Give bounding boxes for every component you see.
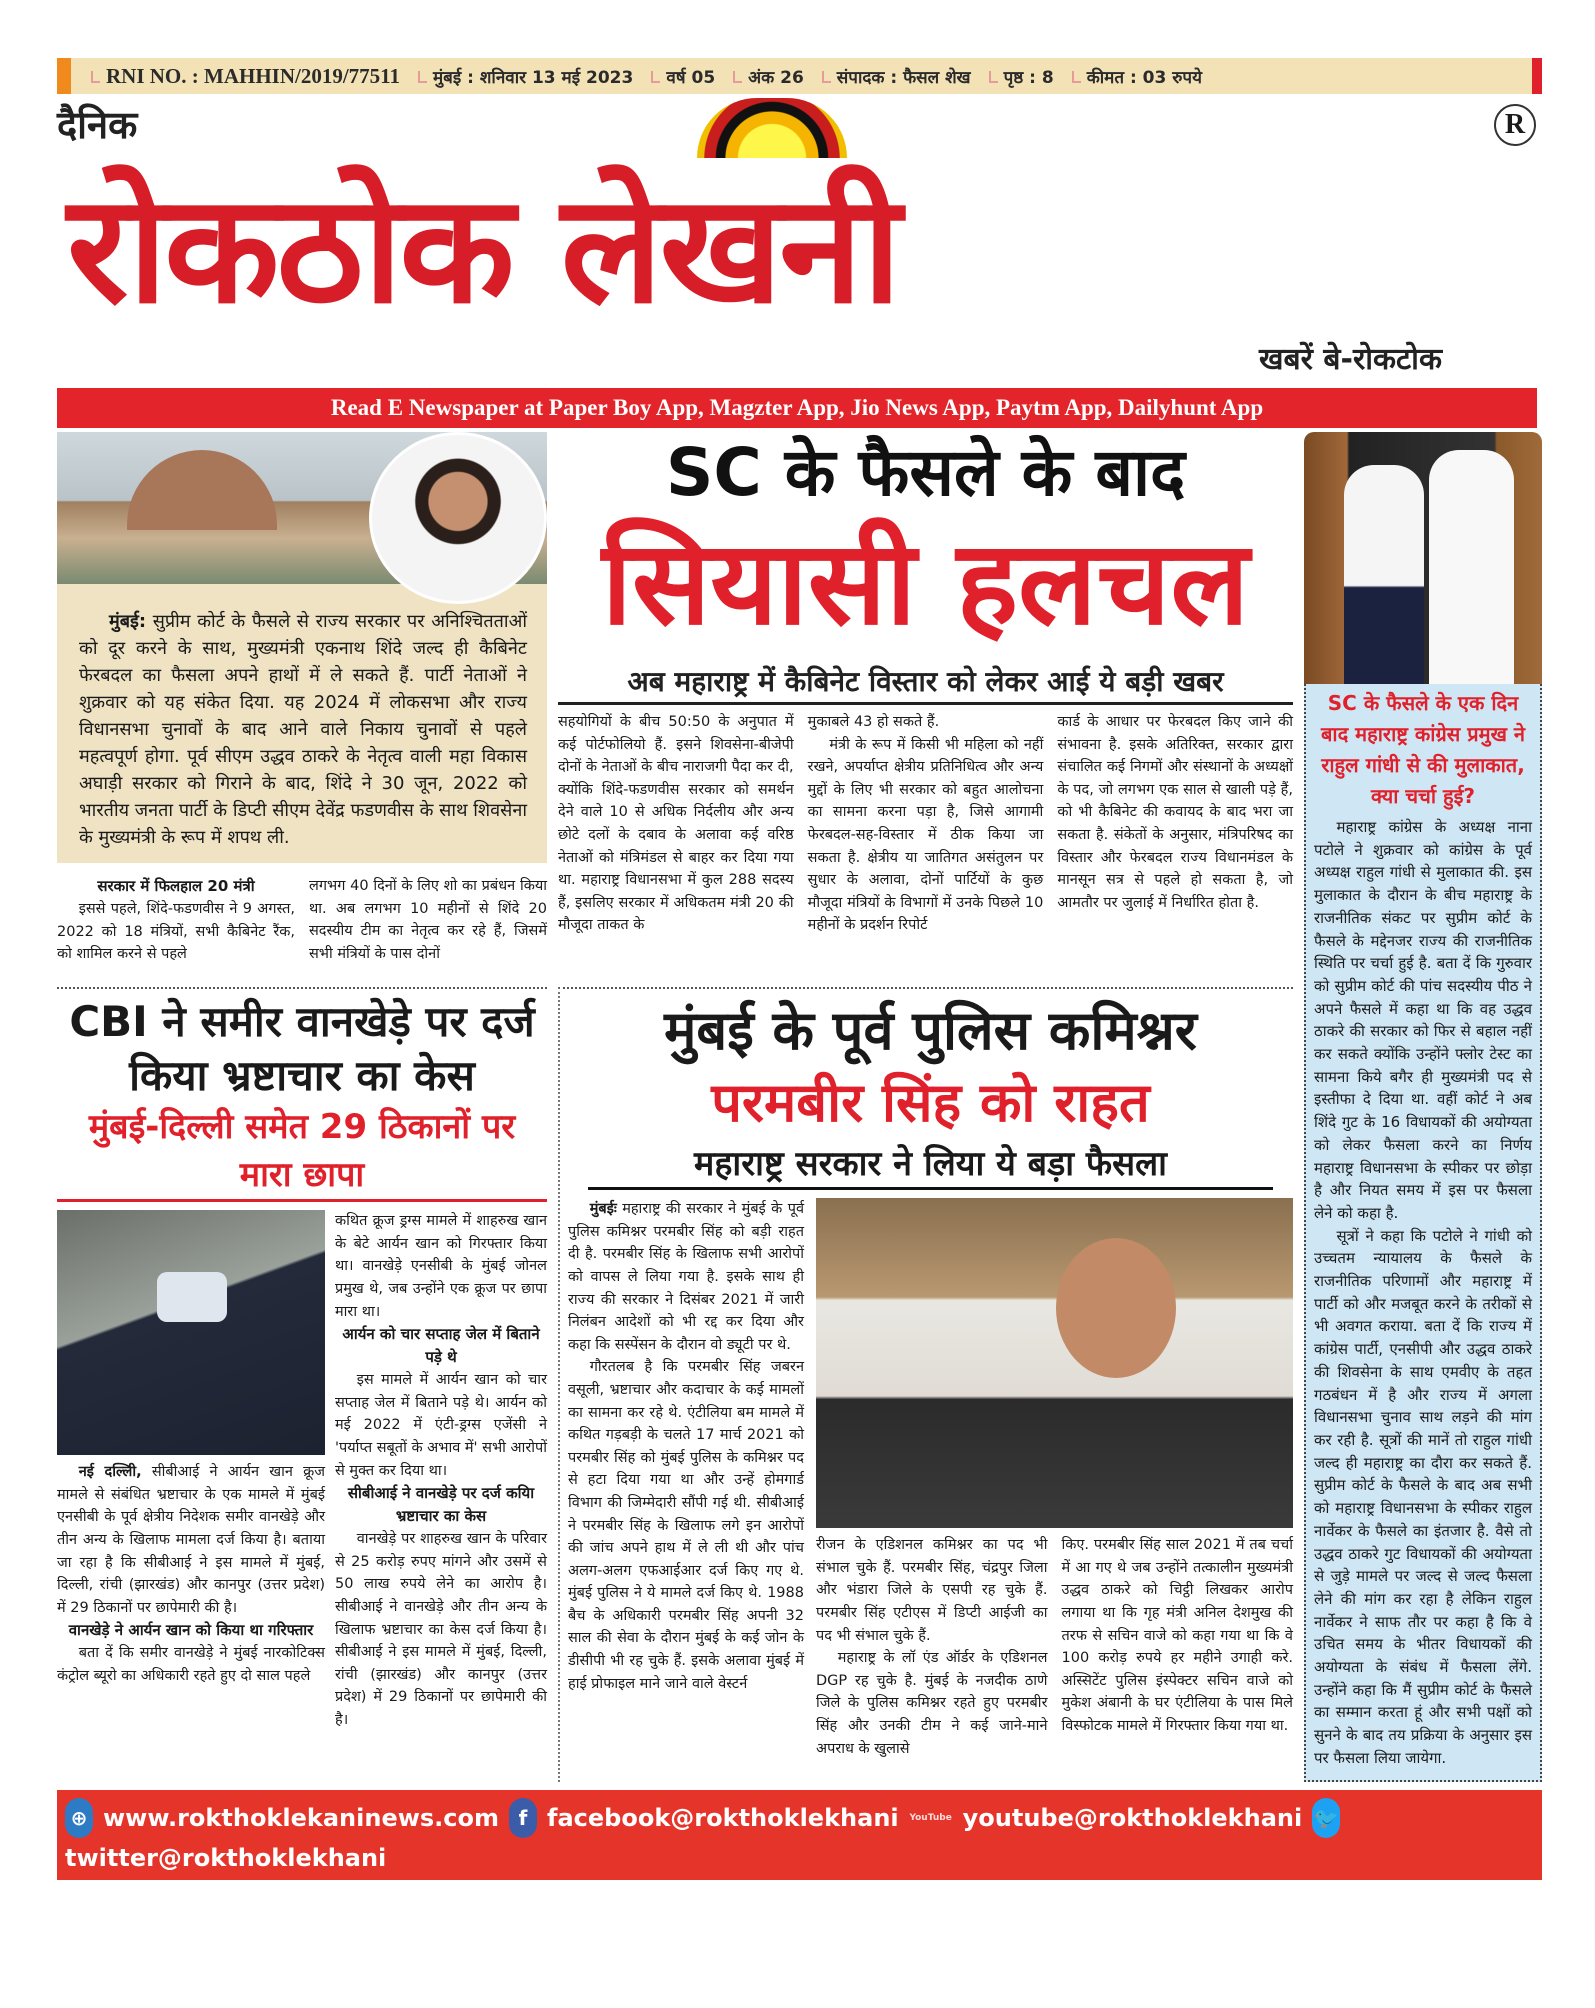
top-story-main: [558, 432, 1293, 987]
top-story-column-3: [558, 711, 794, 937]
twitter-icon: 🐦: [1312, 1798, 1340, 1838]
cbi-story: [57, 987, 547, 1781]
top-story-column-1: [57, 875, 295, 966]
paragraph: महाराष्ट्र की सरकार ने मुंबई के पूर्व पुलिस कमिश्नर परमबीर सिंह को बड़ी राहत दी है. परमबीर सिंह के खिलाफ सभी आरोपों को वापस ले लिया गया है. इसके साथ ही राज्य की सरकार ने दिसंबर 2021 में जारी निलंबन आदेशों को भी रद्द कर दिया और कहा कि सस्पेंसन के दौरान वो ड्यूटी पर थे.: [568, 1201, 805, 1353]
paragraph: लगभग 40 दिनों के लिए शो का प्रबंधन किया था. अब लगभग 10 महीनों से शिंदे 20 सदस्यीय टीम का नेतृत्व कर रहे हैं, जिसमें सभी मंत्रियों के पास दोनों: [309, 878, 547, 962]
section-heading: आर्यन को चार सप्ताह जेल में बिताने पड़े थे: [342, 1325, 540, 1367]
parambir-story-body: [568, 1198, 1293, 1760]
photo-frame: [816, 1198, 1293, 1528]
dateline: [418, 65, 633, 88]
parambir-story-lower-columns: [816, 1534, 1293, 1760]
top-story-headline: SC के फैसले के बाद: [665, 434, 1186, 511]
issue: [733, 65, 804, 88]
face-shape: [1056, 1238, 1176, 1378]
parambir-story-column-3: [1062, 1534, 1294, 1760]
section-heading: सरकार में फिलहाल 20 मंत्री: [97, 877, 255, 895]
cbi-story-headline: CBI ने समीर वानखेड़े पर दर्ज किया भ्रष्टाचार का केस: [69, 997, 535, 1101]
paragraph: महाराष्ट्र कांग्रेस के अध्यक्ष नाना पटोले ने शुक्रवार को कांग्रेस के पूर्व अध्यक्ष राहुल गांधी से मुलाकात की. इस मुलाकात के दौरान के बीच महाराष्ट्र के राजनीतिक संकट पर सुप्रीम कोर्ट के फैसले के मद्देनजर राज्य की राजनीतिक स्थिति पर चर्चा हुई है. बता दें कि गुरुवार को सुप्रीम कोर्ट की पांच सदस्यीय पीठ ने अपने फैसले में कहा था कि वह उद्धव ठाकरे की सरकार को फिर से बहाल नहीं कर सकते क्योंकि उन्होंने फ्लोर टेस्ट का सामना किये बगैर ही मुख्यमंत्री पद से इस्तीफा दे दिया था. वहीं कोर्ट ने अब शिंदे गुट के 16 विधायकों की अयोग्यता को लेकर फैसला करने का निर्णय महाराष्ट्र विधानसभा के स्पीकर पर छोड़ा है और नियत समय में इस पर फैसला लेने को कहा है.: [1314, 818, 1532, 1222]
year: [651, 65, 715, 88]
cbi-story-subheadline: मुंबई-दिल्ली समेत 29 ठिकानों पर मारा छापा: [57, 1103, 547, 1202]
sidebar-story: [1304, 684, 1542, 1782]
e-newspaper-banner: Read E Newspaper at Paper Boy App, Magzter App, Jio News App, Paytm App, Dailyhunt App: [57, 388, 1537, 428]
rni-text: RNI NO. : MAHHIN/2019/77511: [106, 63, 400, 88]
paragraph: कथित क्रूज ड्रग्स मामले में शाहरुख खान के बेटे आर्यन खान को गिरफ्तार किया था। वानखेड़े एनसीबी के मुंबई जोनल प्रमुख थे, जब उन्होंने एक क्रूज पर छापा मारा था।: [335, 1213, 547, 1320]
photo-frame: [57, 1210, 325, 1455]
lede-text: सुप्रीम कोर्ट के फैसले से राज्य सरकार पर अनिश्चितताओं को दूर करने के साथ, मुख्यमंत्री एकनाथ शिंदे जल्द ही कैबिनेट फेरबदल का फैसला अपने हाथों में ले सकते हैं. पार्टी नेताओं ने शुक्रवार को यह संकेत दिया. यह 2024 में लोकसभा और राज्य विधानसभा चुनावों के बाद आने वाले निकाय चुनावों से पहले महत्वपूर्ण होगा. पूर्व सीएम उद्धव ठाकरे के नेतृत्व वाली महा विकास अघाड़ी सरकार को गिराने के बाद, शिंदे ने 30 जून, 2022 को भारतीय जनता पार्टी के डिप्टी सीएम देवेंद्र फडणवीस के साथ शिवसेना के मुख्यमंत्री के रूप में शपथ ली.: [79, 611, 527, 848]
parambir-story-subheadline: महाराष्ट्र सरकार ने लिया ये बड़ा फैसला: [588, 1141, 1273, 1190]
dateline-place: मुंबईः: [589, 1201, 617, 1218]
top-story-lede: [57, 584, 547, 863]
top-story-headline-red: सियासी हलचल: [601, 516, 1250, 651]
top-story-column-2: [309, 875, 547, 966]
masthead: [57, 94, 1542, 384]
top-story-left-columns: [57, 875, 547, 966]
person-shape: [1344, 465, 1424, 684]
price-text: कीमत : 03 रुपये: [1086, 67, 1202, 88]
cbi-story-column-1: [57, 1210, 325, 1731]
parambir-story: [558, 987, 1293, 1781]
editor: [822, 65, 971, 88]
sameer-wankhede-photo: [57, 1210, 325, 1455]
masthead-info-strip: [57, 58, 1542, 94]
newspaper-page: [57, 58, 1542, 1880]
paragraph: वानखेड़े पर शाहरुख खान के परिवार से 25 करोड़ रुपए मांगने और उसमें से 50 लाख रुपये लेने का आरोप है। सीबीआई ने वानखेड़े और तीन अन्य के खिलाफ भ्रष्टाचार का केस दर्ज किया है। सीबीआई ने इस मामले में मुंबई, दिल्ली, रांची (झारखंड) और कानपुर (उत्तर प्रदेश) में 29 ठिकानों पर छापेमारी की है।: [335, 1531, 547, 1728]
sunrise-logo-icon: [697, 98, 847, 158]
newspaper-title: रोकठोक लेखनी: [67, 163, 899, 337]
paragraph: गौरतलब है कि परमबीर सिंह जबरन वसूली, भ्रष्टाचार और कदाचार के कई मामलों का सामना कर रहे थे. एंटीलिया बम मामले में कथित गड़बड़ी के चलते 17 मार्च 2021 को परमबीर सिंह को मुंबई पुलिस के कमिश्नर पद से हटा दिया गया था और उन्हें होमगार्ड विभाग की जिम्मेदारी सौंपी गई थी. सीबीआई ने परमबीर सिंह के खिलाफ लगे इन आरोपों की जांच अपने हाथ में ले ली थी और पांच अलग-अलग एफआईआर दर्ज किए गए थे. मुंबई पुलिस ने ये मामले दर्ज किए थे. 1988 बैच के अधिकारी परमबीर सिंह अपनी 32 साल की सेवा के दौरान मुंबई के कई जोन के डीसीपी भी रह चुके हैं. इसके अलावा मुंबई में हाई प्रोफाइल माने जाने वाले वेस्टर्न: [568, 1359, 804, 1692]
sidebar-story-body: [1314, 816, 1532, 1770]
top-story-column-4: [808, 711, 1044, 937]
top-story-main-columns: [558, 711, 1293, 937]
cbi-story-body: [57, 1210, 547, 1731]
parambir-story-column-2: [816, 1534, 1048, 1760]
parambir-singh-photo: [816, 1198, 1293, 1528]
rni-number: [91, 64, 400, 89]
paragraph: सीबीआई ने आर्यन खान क्रूज मामले से संबंधित भ्रष्टाचार के एक मामले में मुंबई एनसीबी के पूर्व क्षेत्रीय निदेशक समीर वानखेड़े और तीन अन्य के खिलाफ मामला दर्ज किया है। बताया जा रहा है कि सीबीआई ने इस मामले में मुंबई, दिल्ली, रांची (झारखंड) और कानपुर (उत्तर प्रदेश) में 29 ठिकानों पर छापेमारी की है।: [57, 1464, 325, 1616]
paragraph: मंत्री के रूप में किसी भी महिला को नहीं रखने, अपर्याप्त क्षेत्रीय प्रतिनिधित्व और अन्य मुद्दों के लिए भी सरकार को बहुत आलोचना का सामना करना पड़ा है, जिसे आगामी फेरबदल-सह-विस्तार में ठीक किया जा सकता है. क्षेत्रीय या जातिगत असंतुलन पर सुधार के अलावा, दोनों पार्टियों के कुछ मौजूदा मंत्रियों के विभागों में उनके पिछले 10 महीनों के प्रदर्शन रिपोर्ट: [807, 736, 1044, 934]
top-story-left: [57, 432, 547, 987]
paragraph: मुकाबले 43 हो सकते हैं.: [807, 714, 940, 730]
sidebar-story-headline: SC के फैसले के एक दिन बाद महाराष्ट्र कांग्रेस प्रमुख ने राहुल गांधी से की मुलाकात, क्या चर्चा हुई?: [1320, 691, 1525, 808]
facebook-link[interactable]: facebook@rokthoklekhani: [547, 1803, 899, 1832]
person-shape: [1429, 450, 1514, 684]
dainik-label: दैनिक: [57, 103, 138, 147]
dateline-text: मुंबई : शनिवार 13 मई 2023: [433, 67, 634, 88]
youtube-icon: YouTube: [909, 1812, 952, 1823]
paragraph: बता दें कि समीर वानखेड़े ने मुंबई नारकोटिक्स कंट्रोल ब्यूरो का अधिकारी रहते हुए दो साल पहले: [57, 1645, 325, 1684]
face-mask-shape: [157, 1272, 227, 1322]
editor-text: संपादक : फैसल शेख: [836, 67, 971, 88]
parambir-story-right: [816, 1198, 1293, 1760]
lede-place: मुंबई:: [109, 611, 147, 632]
section-heading: वानखेड़े ने आर्यन खान को किया था गरिफ्तार: [68, 1621, 314, 1640]
paragraph: महाराष्ट्र के लॉ एंड ऑर्डर के एडिशनल DGP रह चुके है. मुंबई के नजदीक ठाणे जिले के पुलिस कमिश्नर रहते हुए परमबीर सिंह और उनकी टीम ने कई जाने-माने अपराध के खुलासे: [816, 1650, 1048, 1757]
website-link[interactable]: www.rokthoklekaninews.com: [103, 1803, 500, 1832]
top-story-photos: [57, 432, 547, 584]
paragraph: कार्ड के आधार पर फेरबदल किए जाने की संभावना है. इसके अतिरिक्त, सरकार द्वारा संचालित कई निगमों और संस्थानों के अध्यक्षों के पद, जो लगभग एक साल से खाली पड़े हैं, को भी कैबिनेट की कवायद के बाद भरा जा सकता है. संकेतों के अनुसार, मंत्रिपरिषद का विस्तार और फेरबदल राज्य विधानमंडल के मानसून सत्र से पहले हो सकता है, जो आमतौर पर जुलाई में निर्धारित होता है.: [1057, 714, 1293, 911]
parambir-story-headline-red: परमबीर सिंह को राहत: [711, 1071, 1150, 1135]
paragraph: सूत्रों ने कहा कि पटोले ने गांधी को उच्चतम न्यायालय के फैसले के राजनीतिक परिणामों और महाराष्ट्र में पार्टी को और मजबूत करने के तरीकों से भी अवगत कराया. बता दें कि राज्य में कांग्रेस पार्टी, एनसीपी और उद्धव ठाकरे की शिवसेना के साथ एमवीए के तहत गठबंधन में है और राज्य में अगला विधानसभा चुनाव साथ लड़ने की मांग कर रही है. सूत्रों की मानें तो राहुल गांधी जल्द ही महाराष्ट्र का दौरा कर सकते हैं. सुप्रीम कोर्ट के फैसले के बाद अब सभी को महाराष्ट्र विधानसभा के स्पीकर राहुल नार्वेकर के फैसले का इंतजार है. वैसे तो उद्धव ठाकरे गुट विधायकों की अयोग्यता से जुड़े मामले पर जल्द से जल्द फैसला लेने की मांग कर रहा है लेकिन राहुल नार्वेकर ने साफ तौर पर कहा है कि वे उचित समय के भीतर विधायकों की अयोग्यता के संबंध में फैसला लेंगे. उन्होंने कहा कि मैं सुप्रीम कोर्ट के फैसले का सम्मान करता हूं और सभी पक्षों को सुनने के बाद तय प्रक्रिया के अनुसार इस पर फैसला लिया जायेगा.: [1314, 1226, 1532, 1767]
paragraph: किए. परमबीर सिंह साल 2021 में तब चर्चा में आ गए थे जब उन्होंने तत्कालीन मुख्यमंत्री उद्धव ठाकरे को चिट्ठी लिखकर आरोप लगाया था कि गृह मंत्री अनिल देशमुख की तरफ से सचिन वाजे को कहा गया था कि वे 100 करोड़ रुपये हर महीने उगाही करे. अस्सिटेंट पुलिस इंस्पेक्टर सचिन वाजे को मुकेश अंबानी के घर एंटीलिया के पास मिले विस्फोटक मामले में गिरफ्तार किया गया था.: [1061, 1537, 1293, 1734]
price: [1072, 65, 1202, 88]
social-footer: [57, 1790, 1542, 1880]
eknath-shinde-photo: [369, 432, 547, 604]
pages: [989, 65, 1054, 88]
youtube-link[interactable]: youtube@rokthoklekhani: [962, 1803, 1303, 1832]
top-story-column-5: [1057, 711, 1293, 937]
issue-text: अंक 26: [748, 67, 804, 88]
tagline: खबरें बे-रोकटोक: [1259, 342, 1442, 377]
twitter-link[interactable]: twitter@rokthoklekhani: [65, 1843, 387, 1872]
section-heading: सीबीआई ने वानखेड़े पर दर्ज कयिा भ्रष्टाचार का केस: [347, 1484, 535, 1526]
facebook-icon: f: [509, 1798, 537, 1838]
globe-icon: ⊕: [65, 1798, 93, 1838]
top-story-subheadline: अब महाराष्ट्र में कैबिनेट विस्तार को लेकर आई ये बड़ी खबर: [558, 662, 1293, 705]
paragraph: इस मामले में आर्यन खान को चार सप्ताह जेल में बिताने पड़े थे। आर्यन को मई 2022 में एंटी-ड्रग्स एजेंसी ने 'पर्याप्त सबूतों के अभाव में' सभी आरोपों से मुक्त कर दिया था।: [335, 1372, 548, 1479]
news-grid: [57, 432, 1542, 1782]
sidebar: [1304, 432, 1542, 1782]
pages-text: पृष्ठ : 8: [1003, 67, 1054, 88]
photo-frame: [1304, 432, 1542, 684]
paragraph: रीजन के एडिशनल कमिश्नर का पद भी संभाल चुके हैं. परमबीर सिंह, चंद्रपुर जिला और भंडारा जिले के एसपी रह चुके हैं. परमबीर सिंह एटीएस में डिप्टी आईजी का पद भी संभाल चुके हैं.: [816, 1537, 1048, 1644]
year-text: वर्ष 05: [666, 67, 716, 88]
parambir-story-headline: मुंबई के पूर्व पुलिस कमिश्नर: [664, 999, 1197, 1063]
paragraph: इससे पहले, शिंदे-फडणवीस ने 9 अगस्त, 2022 को 18 मंत्रियों, सभी कैबिनेट रैंक, को शामिल करने से पहले: [57, 901, 295, 963]
paragraph: सहयोगियों के बीच 50:50 के अनुपात में कई पोर्टफोलियो हैं. इसने शिवसेना-बीजेपी दोनों के नेताओं के बीच नाराजगी पैदा कर दी, क्योंकि शिंदे-फडणवीस सरकार को समर्थन देने वाले 10 से अधिक निर्दलीय और अन्य छोटे दलों के दबाव के अलावा कई वरिष्ठ नेताओं को मंत्रिमंडल से बाहर कर दिया गया था. महाराष्ट्र विधानसभा में कुल 288 सदस्य हैं, इसलिए सरकार में अधिकतम मंत्री 20 की मौजूदा ताकत के: [558, 714, 794, 934]
dateline-place: नई दल्लिी,: [78, 1464, 142, 1481]
cbi-story-column-2: [335, 1210, 547, 1731]
registered-mark-icon: R: [1494, 104, 1536, 146]
parambir-story-column-1: [568, 1198, 804, 1760]
